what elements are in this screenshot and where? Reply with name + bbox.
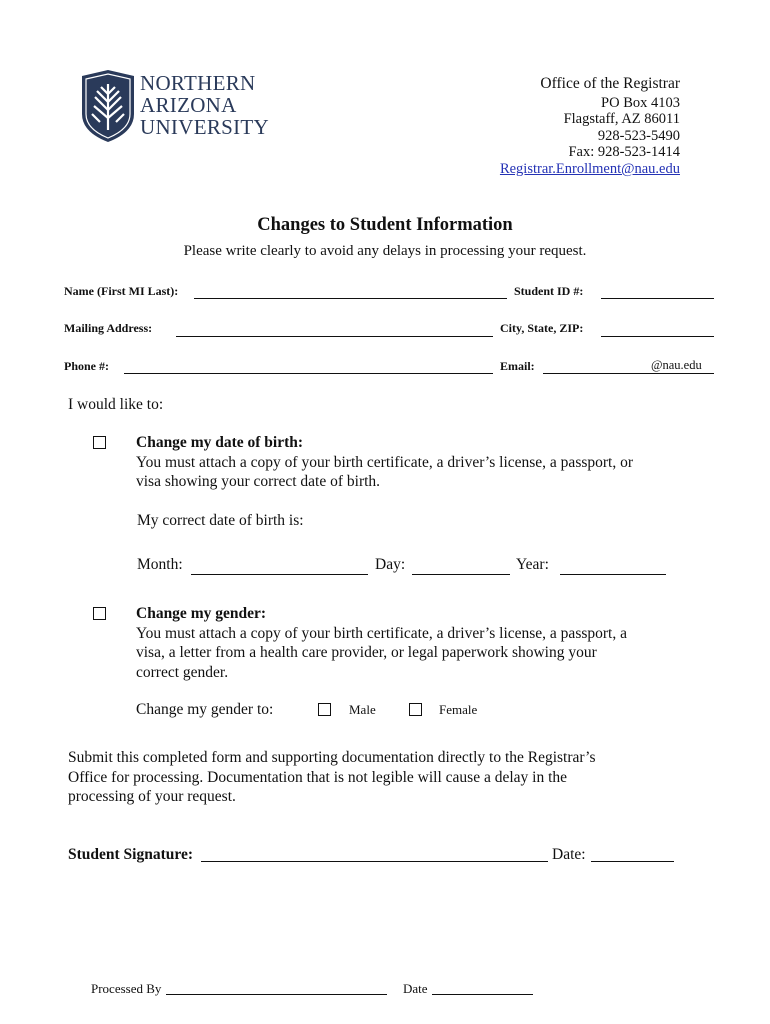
dob-day-field[interactable] bbox=[412, 574, 510, 575]
mailing-address-label: Mailing Address: bbox=[64, 321, 153, 335]
name-label: Name (First MI Last): bbox=[64, 284, 179, 298]
logo-line-2: ARIZONA bbox=[140, 93, 237, 117]
submit-line-2: Office for processing. Documentation that is not legible will cause a delay in the bbox=[68, 768, 568, 786]
student-id-label: Student ID #: bbox=[514, 284, 584, 298]
email-label: Email: bbox=[500, 359, 535, 373]
office-city: Flagstaff, AZ 86011 bbox=[563, 111, 680, 128]
office-po-box: PO Box 4103 bbox=[601, 94, 680, 111]
signature-date-field[interactable] bbox=[591, 861, 674, 862]
name-field[interactable] bbox=[194, 298, 507, 299]
logo-line-3: UNIVERSITY bbox=[140, 115, 269, 139]
student-signature-field[interactable] bbox=[201, 861, 548, 862]
form-subtitle: Please write clearly to avoid any delays in processing your request. bbox=[183, 243, 587, 259]
student-id-field[interactable] bbox=[601, 298, 714, 299]
signature-date-label: Date: bbox=[552, 846, 586, 863]
logo-wordmark bbox=[140, 72, 269, 138]
dob-correct-label: My correct date of birth is: bbox=[137, 512, 304, 529]
dob-section bbox=[136, 433, 696, 492]
dob-month-label: Month: bbox=[137, 556, 183, 573]
dob-month-field[interactable] bbox=[191, 574, 368, 575]
gender-heading: Change my gender: bbox=[136, 605, 267, 622]
dob-desc-line-1: You must attach a copy of your birth certificate, a driver’s license, a passport, or bbox=[136, 453, 634, 471]
processed-by-field[interactable] bbox=[166, 994, 387, 995]
office-phone: 928-523-5490 bbox=[597, 127, 680, 144]
change-dob-checkbox[interactable] bbox=[93, 436, 106, 449]
gender-desc-line-2: visa, a letter from a health care provider, or legal paperwork showing your bbox=[136, 644, 597, 661]
dob-heading: Change my date of birth: bbox=[136, 434, 304, 451]
footer-date-label: Date bbox=[403, 981, 428, 996]
shield-icon bbox=[82, 70, 134, 142]
submit-line-3: processing of your request. bbox=[68, 788, 236, 805]
dob-desc-line-2: visa showing your correct date of birth. bbox=[136, 473, 381, 490]
submit-line-1: Submit this completed form and supporting documentation directly to the Registrar’s bbox=[68, 749, 596, 766]
office-fax: Fax: 928-523-1414 bbox=[568, 144, 680, 161]
email-field[interactable] bbox=[543, 373, 714, 374]
dob-year-field[interactable] bbox=[560, 574, 666, 575]
city-state-zip-label: City, State, ZIP: bbox=[500, 321, 584, 335]
gender-male-label: Male bbox=[349, 702, 376, 717]
intro-text: I would like to: bbox=[68, 396, 164, 413]
processed-by-label: Processed By bbox=[91, 981, 162, 996]
gender-desc-line-1: You must attach a copy of your birth certificate, a driver’s license, a passport, a bbox=[136, 624, 627, 642]
gender-desc-line-3: correct gender. bbox=[136, 663, 229, 681]
gender-female-checkbox[interactable] bbox=[409, 703, 422, 716]
mailing-address-field[interactable] bbox=[176, 336, 493, 337]
office-address-block bbox=[500, 76, 680, 178]
dob-day-label: Day: bbox=[375, 556, 406, 573]
submit-instructions bbox=[68, 748, 708, 807]
email-domain-suffix: @nau.edu bbox=[651, 358, 702, 372]
gender-male-checkbox[interactable] bbox=[318, 703, 331, 716]
footer-date-field[interactable] bbox=[432, 994, 533, 995]
gender-section bbox=[136, 604, 696, 682]
gender-change-to-label: Change my gender to: bbox=[136, 701, 274, 718]
dob-year-label: Year: bbox=[516, 556, 549, 573]
office-email-link[interactable]: Registrar.Enrollment@nau.edu bbox=[499, 160, 680, 177]
form-title: Changes to Student Information bbox=[257, 215, 513, 235]
change-gender-checkbox[interactable] bbox=[93, 607, 106, 620]
office-name: Office of the Registrar bbox=[540, 75, 680, 92]
logo-line-1: NORTHERN bbox=[140, 71, 256, 95]
gender-female-label: Female bbox=[439, 702, 478, 717]
phone-field[interactable] bbox=[124, 373, 493, 374]
phone-label: Phone #: bbox=[64, 359, 109, 373]
student-signature-label: Student Signature: bbox=[68, 846, 194, 863]
city-state-zip-field[interactable] bbox=[601, 336, 714, 337]
